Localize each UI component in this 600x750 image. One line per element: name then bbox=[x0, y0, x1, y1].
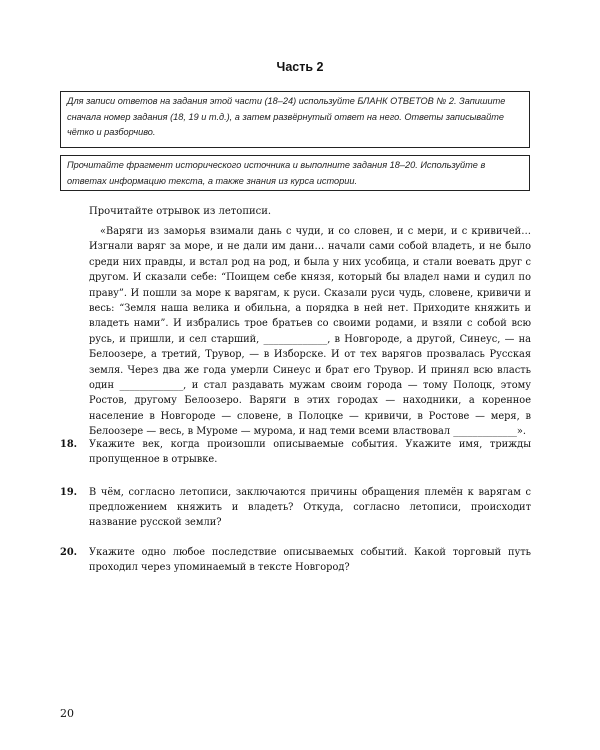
chronicle-passage-text: «Варяги из заморья взимали дань с чуди, и со словен, и с мери, и с кривичей… Изгнали варяг за море, и не дали им дани… начали сами собой владеть, и не было среди них правды, и встал род на род, и была у них усобица, и стали воевать друг с другом. И сказали себе: “Поищем себе князя, который бы владел нами и судил по праву”. И пошли за море к варягам, к руси. Сказали руси чудь, словене, кривичи и весь: “Земля наша велика и обильна, а порядка в ней нет. Приходите княжить и владеть нами”. И избрались трое братьев со своими родами, и взяли с собой всю русь, и пришли, и сел старший, _____________, в Новгороде, а другой, Синеус, — на Белоозере, а третий, Трувор, — в Изборске. И от тех варягов прозвалась Русская земля. Через два же года умерли Синеус и брат его Трувор. И принял всю власть один _____________, и стал раздавать мужам своим города — тому Полоцк, этому Ростов, другому Белоозеро. Варяги в этих городах — находники, а коренное население в Новгороде — словене, в Полоцке — кривичи, в Ростове — меря, в Белоозере — весь, в Муроме — мурома, и над теми всеми властвовал _____________». bbox=[89, 226, 531, 438]
question-18 bbox=[60, 437, 531, 467]
answer-instructions-box bbox=[60, 91, 530, 148]
question-number: 18. bbox=[60, 439, 78, 450]
question-19 bbox=[60, 485, 531, 531]
source-instructions-text: Прочитайте фрагмент исторического источника и выполните задания 18–20. Используйте в ответах информацию текста, а также знания из курса истории. bbox=[67, 160, 486, 186]
passage-intro: Прочитайте отрывок из летописи. bbox=[89, 206, 272, 217]
chronicle-passage bbox=[89, 224, 531, 440]
question-number: 20. bbox=[60, 547, 78, 558]
question-20 bbox=[60, 545, 531, 575]
source-instructions-box bbox=[60, 155, 530, 191]
part-title: Часть 2 bbox=[276, 60, 324, 74]
question-text: Укажите век, когда произошли описываемые события. Укажите имя, трижды пропущенное в отрывке. bbox=[89, 439, 531, 466]
answer-instructions-text: Для записи ответов на задания этой части (18–24) используйте БЛАНК ОТВЕТОВ № 2. Запишите сначала номер задания (18, 19 и т.д.), а затем развёрнутый ответ на него. Ответы записывайте чётко и разборчиво. bbox=[67, 96, 506, 137]
question-text: Укажите одно любое последствие описываемых событий. Какой торговый путь проходил через упоминаемый в тексте Новгород? bbox=[89, 547, 531, 574]
page-number: 20 bbox=[60, 707, 74, 720]
question-text: В чём, согласно летописи, заключаются причины обращения племён к варягам с предложением княжить и владеть? Откуда, согласно летописи, происходит название русской земли? bbox=[89, 487, 531, 529]
question-number: 19. bbox=[60, 487, 78, 498]
